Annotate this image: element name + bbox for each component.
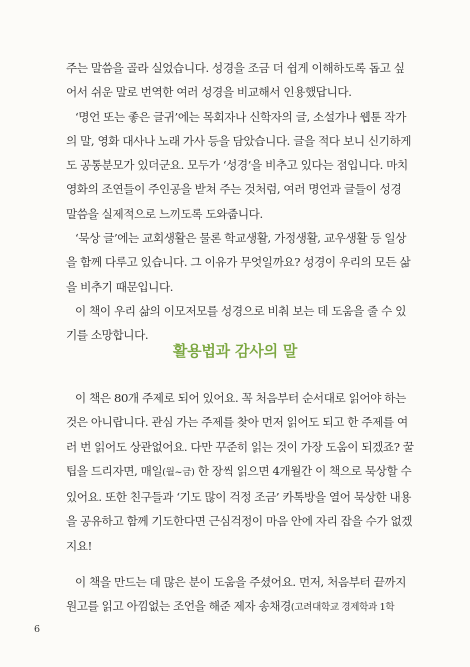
section-heading: 활용법과 감사의 말 xyxy=(172,342,298,360)
paragraph: 이 책을 만드는 데 많은 분이 도움을 주셨어요. 먼저, 처음부터 끝까지 원고를 읽고 아낌없는 조언을 해준 제자 송채경(고려대학교 경제학과 1학 xyxy=(66,575,407,614)
paragraph: ‘명언 또는 좋은 글귀’에는 목회자나 신학자의 글, 소설가나 웹툰 작가의 말, 영화 대사나 노래 가사 등을 담았습니다. 글을 적다 보니 신기하게도 공통분모가 있더군요. 모두가 ‘성경’을 비추고 있다는 점입니다. 마치 영화의 조연들이 주인공을 받쳐 주는 것처럼, 여러 명언과 글들이 성경 말씀을 실제적으로 느끼도록 도와줍니다. xyxy=(66,109,412,221)
body-text-top xyxy=(66,56,414,348)
paragraph: 주는 말씀을 골라 실었습니다. 성경을 조금 더 쉽게 이해하도록 돕고 싶어서 쉬운 말로 번역한 여러 성경을 비교해서 인용했답니다. xyxy=(66,61,405,100)
paragraph: ‘묵상 글’에는 교회생활은 물론 학교생활, 가정생활, 교우생활 등 일상을 함께 다루고 있습니다. 그 이유가 무엇일까요? 성경이 우리의 모든 삶을 비추기 때문입니다. xyxy=(66,231,411,294)
paragraph: 이 책이 우리 삶의 이모저모를 성경으로 비춰 보는 데 도움을 줄 수 있기를 소망합니다. xyxy=(66,303,407,343)
paragraph: 이 책은 80개 주제로 되어 있어요. 꼭 처음부터 순서대로 읽어야 하는 것은 아니랍니다. 관심 가는 주제를 찾아 먼저 읽어도 되고 한 주제를 여러 번 읽어도 상관없어요. 다만 꾸준히 읽는 것이 가장 도움이 되겠죠? 꿀팁을 드리자면, 매일(월~금) 한 장씩 읽으면 4개월간 이 책으로 묵상할 수 있어요. 또한 친구들과 ‘기도 많이 걱정 조금’ 카톡방을 열어 묵상한 내용을 공유하고 함께 기도한다면 근심걱정이 마음 안에 자리 잡을 수가 없겠지요! xyxy=(66,391,414,553)
page-number: 6 xyxy=(34,624,41,635)
body-text-bottom xyxy=(66,386,414,621)
